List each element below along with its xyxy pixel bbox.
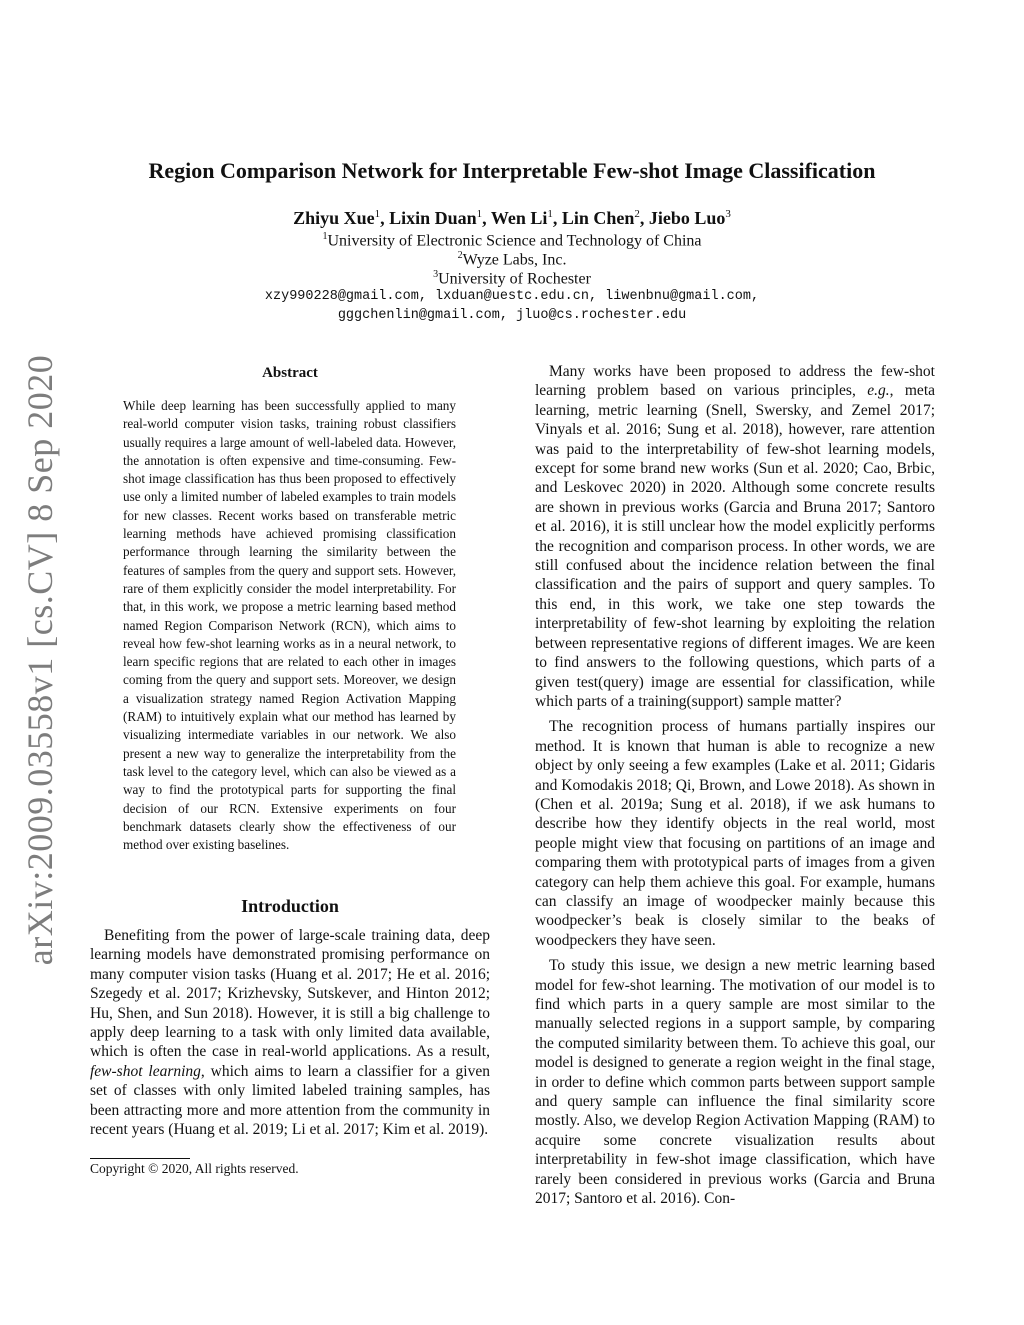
abstract-heading: Abstract (262, 365, 318, 381)
abstract-body (123, 397, 456, 854)
introduction-heading: Introduction (241, 896, 339, 916)
author-name: Jiebo Luo (648, 208, 726, 228)
affiliation (0, 231, 1024, 250)
author-emails-line: gggchenlin@gmail.com, jluo@cs.rochester.edu (337, 308, 687, 323)
author-affiliation-mark: 1 (476, 208, 483, 220)
affiliation (0, 269, 1024, 288)
author-affiliation-mark: 1 (547, 208, 553, 220)
author-name: Lin Chen (561, 208, 635, 228)
paper-title: Region Comparison Network for Interpretable Few-shot Image Classification (148, 158, 876, 183)
affiliation-text: University of Electronic Science and Technology of China (327, 232, 702, 250)
arxiv-identifier: arXiv:2009.03558v1 [cs.CV] 8 Sep 2020 (20, 354, 60, 965)
affiliation-mark: 3 (433, 269, 439, 280)
abstract-text: While deep learning has been successfully applied to many real-world computer vision tasks, training robust classifiers usually requires a large amount of well-labeled data. However, the annotation is often expensive and time-consuming. Few-shot image classification has thus been proposed to effectively use only a limited number of labeled examples to train models for new classes. Recent works based on transferable metric learning methods have achieved promising classification performance through learning the similarity between the features of samples from the query and support sets. However, rare of them explicitly consider the model interpretability. For that, in this work, we propose a metric learning based method named Region Comparison Network (RCN), which aims to reveal how few-shot learning works as in a neural network, to learn specific regions that are related to each other in images coming from the query and support sets. Moreover, we design a visualization strategy named Region Activation Mapping (RAM) to intuitively explain what our method has learned by visualizing intermediate variables in our network. We also present a new way to generalize the interpretability from the task level to the category level, which can also be viewed as a way to find the prototypical parts for supporting the final decision of our RCN. Extensive experiments on four benchmark datasets clearly show the effectiveness of our method over existing baselines. (123, 398, 456, 853)
affiliation-mark: 2 (457, 250, 463, 261)
affiliation-text: University of Rochester (438, 270, 591, 288)
affiliation-mark: 1 (322, 231, 328, 242)
body-paragraph: Many works have been proposed to address the few-shot learning problem based on various principles, e.g., meta learning, metric learning (Snell, Swersky, and Zemel 2017; Vinyals et al. 2016; Sung et al. 2018), however, rare attention was paid to the interpretability of few-shot learning models, except for some brand new works (Sun et al. 2020; Cao, Brbic, and Leskovec 2020) in 2020. Although some concrete results are shown in previous works (Garcia and Bruna 2017; Santoro et al. 2016), it is still unclear how the model explicitly performs the recognition and comparison process. In other words, we are still confused about the incidence relation between the final classification and the pairs of support and query samples. To this end, in this work, we take one step towards the interpretability of few-shot learning by exploiting the relation between representative regions of different images. We are keen to find answers to the following questions, which parts of a given test(query) image are essential for classification, while which parts of a training(support) sample matter? (535, 363, 935, 710)
introduction-paragraph: Benefiting from the power of large-scale training data, deep learning models have demonstrated promising performance on many computer vision tasks (Huang et al. 2017; He et al. 2016; Szegedy et al. 2017; Krizhevsky, Sutskever, and Hinton 2012; Hu, Shen, and Sun 2018). However, it is still a big challenge to apply deep learning to a task with only limited data available, which is often the case in real-world applications. As a result, few-shot learning, which aims to learn a classifier for a given set of classes with only limited labeled training samples, has been attracting more and more attention from the community in recent years (Huang et al. 2019; Li et al. 2017; Kim et al. 2019). (90, 927, 490, 1139)
emphasis: e.g. (867, 382, 890, 400)
affiliation-text: Wyze Labs, Inc. (462, 251, 567, 269)
author-affiliation-mark: 1 (374, 208, 381, 220)
author-affiliation-mark: 2 (634, 208, 640, 220)
emphasis: few-shot learning (90, 1062, 201, 1080)
footnote-divider (90, 1158, 190, 1159)
author-affiliation-mark: 3 (725, 208, 731, 220)
copyright-notice: Copyright © 2020, All rights reserved. (90, 1161, 299, 1176)
author-name: Wen Li (490, 208, 548, 228)
author-name: Lixin Duan (389, 208, 477, 228)
affiliation (0, 250, 1024, 269)
arxiv-sidebar (20, 354, 60, 965)
right-column-body (535, 362, 935, 1214)
author-list: Zhiyu Xue$^1$, Lixin Duan$^1$, Wen Li$^1$, Lin Chen$^2$, Jiebo Luo$^3$ (293, 208, 731, 228)
introduction-body (90, 926, 490, 1139)
author-name: Zhiyu Xue (293, 208, 375, 228)
body-paragraph: To study this issue, we design a new metric learning based model for few-shot learning. The motivation of our model is to find which parts in a query sample are most similar to the manually selected regions in a support sample, by comparing the computed similarity between them. To achieve this goal, our model is designed to generate a region weight in the final stage, in order to define which common parts between support sample and query sample can influence the final similarity score mostly. Also, we develop Region Activation Mapping (RAM) to acquire some concrete visualization results about interpretability in few-shot image classification, which have rarely been considered in previous works (Garcia and Bruna 2017; Santoro et al. 2016). Con- (535, 957, 935, 1208)
author-emails-line: xzy990228@gmail.com, lxduan@uestc.edu.cn, liwenbnu@gmail.com, (264, 289, 760, 304)
body-paragraph: The recognition process of humans partially inspires our method. It is known that human is able to recognize a new object by only seeing a few examples (Lake et al. 2011; Gidaris and Komodakis 2018; Qi, Brown, and Lowe 2018). As shown in (Chen et al. 2019a; Sung et al. 2018), if we ask humans to describe how they identify objects in the real world, most people might view that focusing on partitions of an image and comparing them with prototypical parts of images from a given category can help them achieve this goal. For example, humans can classify an image of woodpecker mainly because this woodpecker’s beak is closely similar to the beaks of woodpeckers they have seen. (535, 718, 935, 949)
